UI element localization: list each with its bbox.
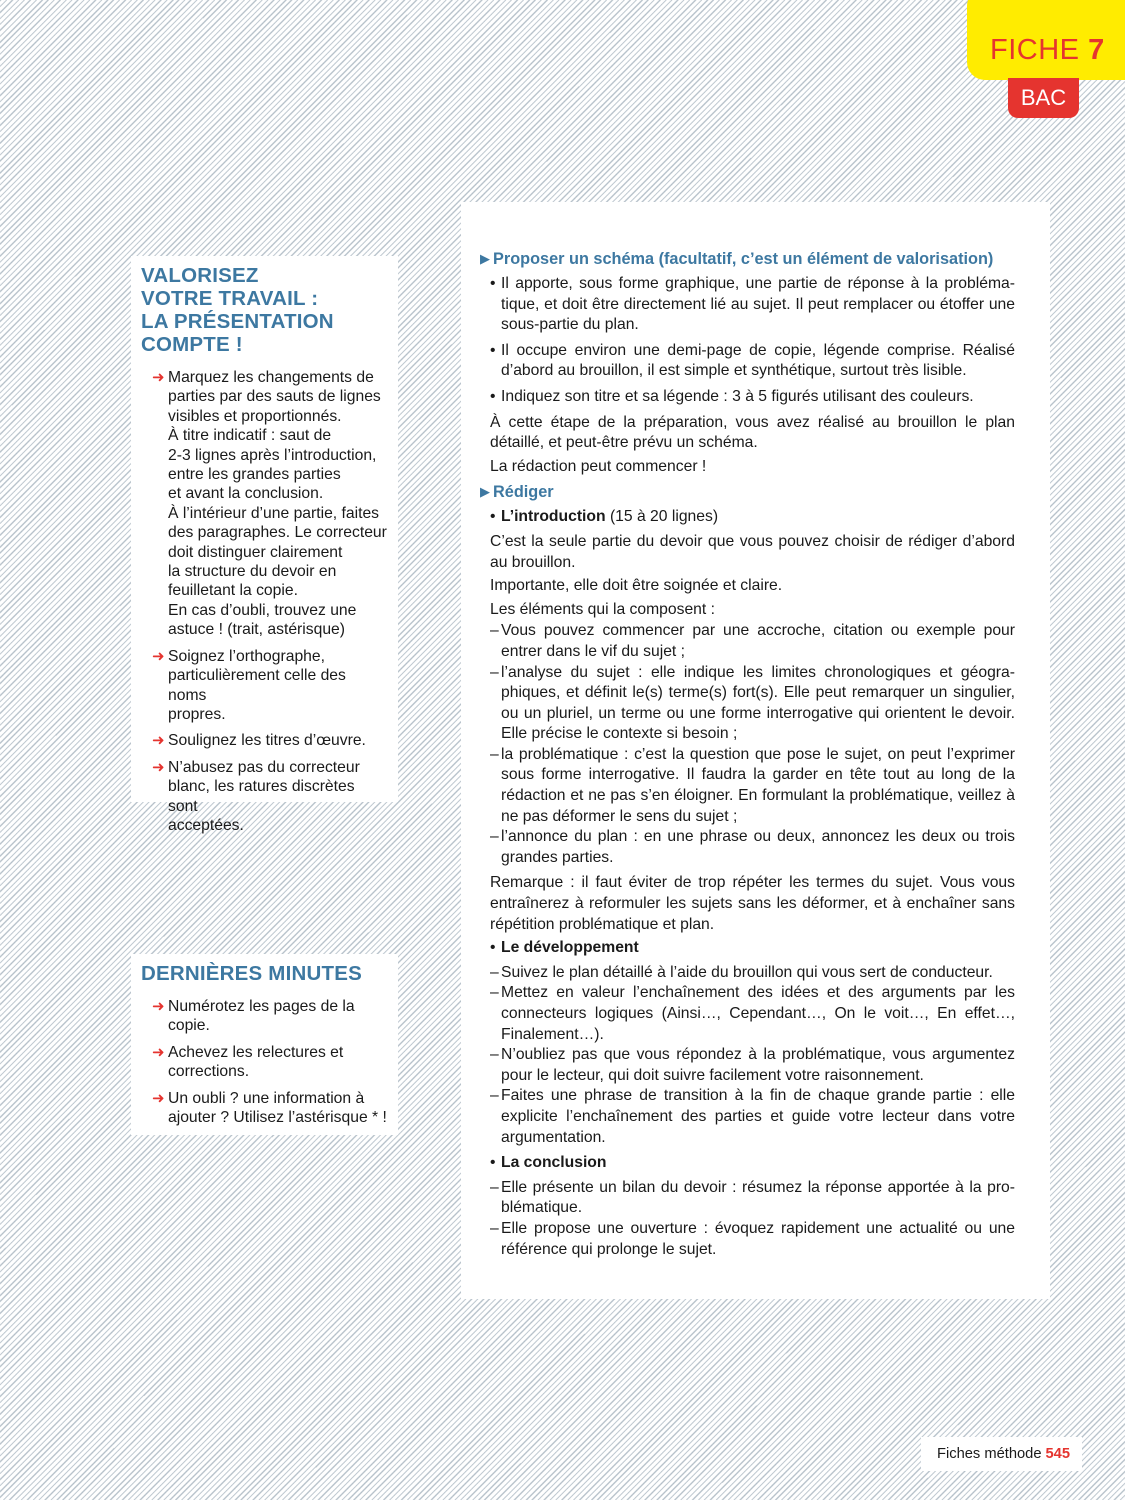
intro-subheading [480,507,1015,528]
dash-icon: – [490,1219,499,1237]
line: astuce ! (trait, astérisque) [168,621,345,639]
dash-icon: – [490,1178,499,1196]
intro-length: (15 à 20 lignes) [609,508,719,526]
arrow-right-icon: ➜ [152,998,165,1015]
line: copie. [168,1017,210,1035]
dash-icon: – [490,622,499,640]
item-text: la problématique : c’est la question que pose le sujet, on peut l’exprimer sous forme interrogative. Il faudra la garder en tête tout au long de la rédaction et ne pas s’en éloigner. En formulant la problématique, veillez à ne pas déformer le sens du sujet ; [501,745,1015,825]
fiche-number: 7 [1088,34,1105,66]
item-text: Mettez en valeur l’enchaînement des idées et des arguments par les connecteurs logiques (Ainsi…, Cependant…, On le voit…, En effet…, Finalement…). [501,984,1015,1043]
intro-paragraph: C’est la seule partie du devoir que vous pouvez choisir de rédiger d’abord au brouillon. [490,532,1015,571]
line: doit distinguer clairement [168,543,343,561]
intro-paragraph: Importante, elle doit être soignée et claire. [490,577,783,595]
conclusion-label: La conclusion [501,1154,607,1172]
dash-icon: – [490,963,499,981]
item-text: N’oubliez pas que vous répondez à la problématique, vous argumentez pour le lecteur, qui doit suivre facilement votre raisonnement. [501,1046,1015,1084]
conclusion-item [480,1219,1015,1260]
list-item [141,997,388,1036]
bullet-text: Indiquez son titre et sa légende : 3 à 5 figurés utilisant des couleurs. [501,387,974,405]
presentation-title-line: COMPTE ! [141,333,243,356]
schema-heading [480,248,1015,270]
list-item [141,1089,388,1128]
line: Soignez l’orthographe, [168,647,325,665]
bullet-icon: • [490,275,496,292]
presentation-title [141,264,388,356]
line: Un oubli ? une information à [168,1089,365,1107]
presentation-panel [131,256,398,834]
dash-icon: – [490,1087,499,1105]
arrow-right-icon: ➜ [152,1043,165,1061]
item-text: Vous pouvez commencer par une accroche, citation ou exemple pour entrer dans le vif du sujet ; [501,622,1015,660]
line: 2-3 lignes après l’introduction, [168,446,377,464]
last-minutes-title: DERNIÈRES MINUTES [141,962,362,985]
bullet-text: Il occupe environ une demi-page de copie, légende comprise. Réalisé d’abord au brouillon, il est simple et synthétique, surtout très lisible. [501,341,1015,380]
dash-icon: – [490,984,499,1002]
arrow-right-icon: ➜ [152,758,165,776]
item-text: Elle présente un bilan du devoir : résumez la réponse apportée à la problématique. [501,1178,1015,1217]
bullet-icon: • [490,939,496,957]
line: En cas d’oubli, trouvez une [168,601,357,619]
page-number: 545 [1045,1446,1071,1462]
line: Marquez les changements de [168,369,374,386]
triangle-right-icon: ▶ [480,484,490,500]
presentation-title-line: LA PRÉSENTATION [141,310,334,333]
intro-item [480,827,1015,868]
intro-item [480,663,1015,745]
line: visibles et proportionnés. [168,407,342,425]
bullet-icon: • [490,508,496,526]
line: propres. [168,705,226,723]
line: la structure du devoir en [168,563,337,581]
line: des paragraphes. Le correcteur [168,524,387,542]
line: et avant la conclusion. [168,485,324,503]
fiche-word: FICHE [990,34,1080,66]
development-item [480,1086,1015,1148]
last-minutes-panel [131,954,398,1135]
item-text: Faites une phrase de transition à la fin de chaque grande partie : elle explicite l’enchaînement des parties et guide votre lecteur dans votre argumentation. [501,1087,1015,1146]
page-footer [921,1437,1082,1471]
heading-text: Proposer un schéma (facultatif, c’est un élément de valorisation) [493,250,994,268]
arrow-right-icon: ➜ [152,647,165,665]
development-item [480,963,1015,984]
item-text: Elle propose une ouverture : évoquez rapidement une actualité ou une référence qui prolonge le sujet. [501,1219,1015,1258]
bullet-text: Il apporte, sous forme graphique, une partie de réponse à la problématique, et doit être directement lié au sujet. Il peut remplacer ou étoffer une sous-partie du plan. [501,275,1015,334]
start-text: La rédaction peut commencer ! [490,457,707,475]
bullet-item [480,274,1015,336]
list-item [141,1043,388,1082]
last-minutes-list [141,997,388,1127]
line: feuilletant la copie. [168,582,298,600]
development-label: Le développement [501,939,639,957]
line: Achevez les relectures et [168,1043,344,1061]
conclusion-item [480,1178,1015,1219]
arrow-right-icon: ➜ [152,1089,165,1107]
list-item [141,368,388,640]
bullet-item [480,341,1015,382]
item-text: l’annonce du plan : en une phrase ou deux, annoncez les deux ou trois grandes parties. [501,828,1015,866]
conclusion-subheading [480,1153,1015,1174]
line: Soulignez les titres d’œuvre. [168,732,366,750]
intro-label: L’introduction [501,508,606,526]
list-item [141,731,388,750]
bullet-item [480,387,1015,408]
line: À titre indicatif : saut de [168,427,332,445]
footer-label: Fiches méthode [937,1446,1042,1462]
dash-icon: – [490,745,499,763]
list-item [141,647,388,725]
triangle-right-icon: ▶ [480,251,490,266]
prep-paragraph: À cette étape de la préparation, vous avez réalisé au brouillon le plan détaillé, et peut-être prévu un schéma. [490,413,1015,452]
item-text: l’analyse du sujet : elle indique les limites chronologiques et géographiques, et définit le(s) terme(s) fort(s). Elle peut remarquer un singulier, ou un pluriel, un terme ou une forme interrogative qui orientent le devoir. Elle précise le contexte si besoin ; [501,663,1015,743]
line: parties par des sauts de lignes [168,388,381,406]
intro-item [480,745,1015,827]
main-panel [461,202,1050,1299]
bullet-icon: • [490,1154,496,1172]
arrow-right-icon: ➜ [152,369,165,386]
rediger-heading [480,481,1015,503]
line: N’abusez pas du correcteur [168,758,360,776]
heading-text: Rédiger [493,483,554,502]
dash-icon: – [490,663,499,681]
bullet-icon: • [490,387,496,405]
item-text: Suivez le plan détaillé à l’aide du brouillon qui vous sert de conducteur. [501,963,993,981]
line: À l’intérieur d’une partie, faites [168,504,380,522]
line: entre les grandes parties [168,466,341,484]
list-item [141,758,388,836]
bac-badge: BAC [1008,78,1079,118]
line: particulièrement celle des noms [168,667,346,704]
presentation-title-line: VOTRE TRAVAIL : [141,287,319,310]
bullet-icon: • [490,341,496,359]
arrow-right-icon: ➜ [152,732,165,750]
line: Numérotez les pages de la [168,998,355,1015]
line: acceptées. [168,816,244,834]
presentation-title-line: VALORISEZ [141,264,259,287]
dash-icon: – [490,1046,499,1064]
development-subheading [480,938,1015,959]
development-item [480,1045,1015,1086]
fiche-label [990,34,1105,67]
line: ajouter ? Utilisez l’astérisque * ! [168,1109,387,1127]
remark-paragraph: Remarque : il faut éviter de trop répéter les termes du sujet. Vous vous entraînerez à reformuler les sujets sans les déformer, et à enchaîner sans répétition problématique et plan. [490,874,1015,933]
intro-item [480,621,1015,662]
presentation-list [141,368,388,835]
development-item [480,983,1015,1045]
line: blanc, les ratures discrètes sont [168,778,355,815]
dash-icon: – [490,828,499,846]
line: corrections. [168,1063,250,1081]
intro-paragraph: Les éléments qui la composent : [490,600,715,618]
